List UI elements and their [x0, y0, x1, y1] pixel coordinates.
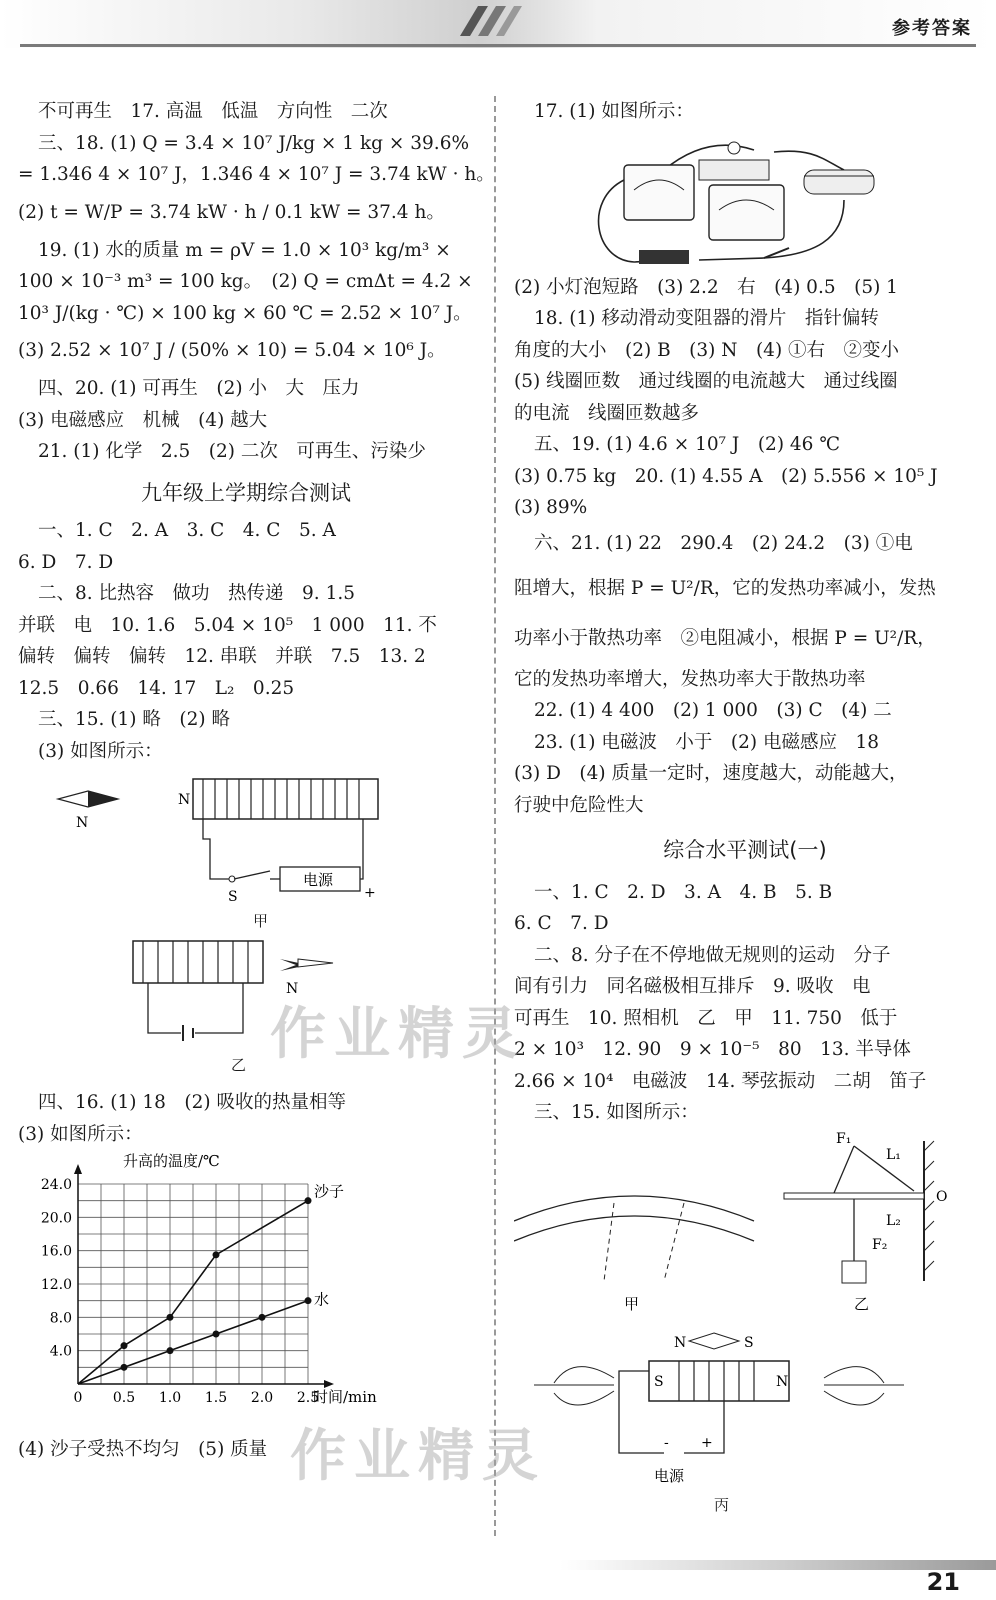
lever-rod	[784, 1193, 924, 1199]
compass-n-label: N	[286, 981, 299, 997]
answer-line: 三、18. (1) Q = 3.4 × 10⁷ J/kg × 1 kg × 39.6%	[38, 132, 470, 154]
minus-terminal-label: -	[664, 1434, 669, 1451]
answer-line: 一、1. C 2. D 3. A 4. B 5. B	[534, 881, 833, 903]
answer-line: 行驶中危险性大	[514, 794, 644, 816]
answer-line: 六、21. (1) 22 290.4 (2) 24.2 (3) ①电	[534, 532, 913, 554]
y-tick-label: 4.0	[49, 1343, 72, 1360]
answer-line: 它的发热功率增大，发热功率大于散热功率	[514, 668, 866, 690]
answer-line: (2) 小灯泡短路 (3) 2.2 右 (4) 0.5 (5) 1	[514, 276, 898, 298]
answer-line: (3) 电磁感应 机械 (4) 越大	[18, 409, 268, 431]
answer-line: = 1.346 4 × 10⁷ J，1.346 4 × 10⁷ J = 3.74 kW · h。	[18, 164, 495, 185]
compass-n-label: N	[76, 815, 89, 831]
l1-label: L₁	[886, 1146, 901, 1163]
figure-caption: 乙	[854, 1294, 870, 1313]
voltmeter	[709, 185, 784, 240]
column-divider	[494, 96, 496, 1536]
answer-line: 100 × 10⁻³ m³ = 100 kg。 (2) Q = cmΔt = 4.2 ×	[18, 271, 473, 292]
plus-terminal-label: +	[364, 885, 376, 901]
header-title: 参考答案	[892, 18, 972, 39]
field-lines	[534, 1366, 904, 1404]
answer-line: 可再生 10. 照相机 乙 甲 11. 750 低于	[514, 1007, 898, 1029]
y-tick-label: 24.0	[40, 1177, 72, 1193]
needle-s-label: S	[744, 1334, 754, 1351]
coil-core	[649, 1361, 789, 1401]
answer-line: 三、15. 如图所示：	[534, 1102, 699, 1123]
answer-line: 一、1. C 2. A 3. C 4. C 5. A	[38, 520, 336, 541]
answer-line: (5) 线圈匝数 通过线圈的电流越大 通过线圈	[514, 371, 898, 392]
y-axis-arrow	[74, 1164, 82, 1174]
f2-label: F₂	[872, 1236, 888, 1253]
battery-pack	[639, 250, 689, 264]
answer-line: 角度的大小 (2) B (3) N (4) ①右 ②变小	[514, 339, 900, 361]
power-supply-label: 电源	[654, 1466, 685, 1485]
compass-needle	[689, 1333, 739, 1349]
y-tick-label: 20.0	[40, 1210, 72, 1227]
l2-label: L₂	[886, 1212, 901, 1229]
data-point	[305, 1297, 312, 1304]
data-point	[167, 1314, 174, 1321]
x-tick-label: 1.5	[204, 1390, 228, 1406]
data-point	[121, 1364, 128, 1371]
section-title: 九年级上学期综合测试	[141, 480, 351, 505]
lens-upper-surface	[514, 1196, 754, 1221]
needle-n-label: N	[674, 1334, 687, 1351]
answer-line: 偏转 偏转 偏转 12. 串联 并联 7.5 13. 2	[18, 646, 426, 667]
force-f1-arrow	[834, 1146, 854, 1193]
page-number: 21	[926, 1568, 960, 1596]
answer-line: 21. (1) 化学 2.5 (2) 二次 可再生、污染少	[38, 441, 426, 462]
solenoid-figure-jia	[18, 769, 398, 909]
figure-caption: 乙	[231, 1056, 247, 1074]
y-tick-label: 16.0	[40, 1243, 72, 1260]
coil-core	[193, 779, 378, 819]
lens-lower-surface	[514, 1216, 754, 1241]
answer-line: 23. (1) 电磁波 小于 (2) 电磁感应 18	[534, 731, 880, 753]
answer-line: 的电流 线圈匝数越多	[514, 402, 700, 424]
answer-line: 阻增大，根据 P = U²/R，它的发热功率减小，发热	[514, 577, 936, 599]
circuit-wire	[203, 819, 230, 879]
coil-windings	[143, 941, 248, 983]
x-tick-label: 2.5	[296, 1390, 320, 1406]
x-tick-label: 0	[73, 1390, 83, 1406]
answer-line: 19. (1) 水的质量 m = ρV = 1.0 × 10³ kg/m³ ×	[38, 239, 451, 261]
plus-terminal-label: +	[701, 1434, 713, 1451]
answer-line: 18. (1) 移动滑动变阻器的滑片 指针偏转	[534, 308, 879, 329]
series-label: 沙子	[314, 1182, 345, 1201]
normal-line	[604, 1203, 614, 1281]
answer-line: (3) 89%	[514, 497, 588, 518]
chart-grid	[78, 1184, 308, 1384]
chart-ticks	[41, 1177, 319, 1406]
answer-line: (3) 2.52 × 10⁷ J / (50% × 10) = 5.04 × 10⁶ J。	[18, 340, 446, 361]
watermark: 作业精灵	[270, 1002, 526, 1067]
answer-line: 6. C 7. D	[514, 913, 609, 934]
y-tick-label: 12.0	[40, 1277, 72, 1293]
coil-windings	[679, 1361, 754, 1401]
power-supply-label: 电源	[303, 871, 334, 889]
data-point	[305, 1197, 312, 1204]
section-title: 综合水平测试(一)	[663, 838, 827, 862]
optics-lever-figures	[514, 1131, 974, 1321]
answer-line: 并联 电 10. 1.6 5.04 × 10⁵ 1 000 11. 不	[18, 614, 437, 636]
series-label: 水	[314, 1290, 330, 1309]
data-point	[259, 1314, 266, 1321]
y-tick-label: 8.0	[49, 1310, 72, 1327]
header-stripes	[450, 6, 530, 36]
answer-line: 三、15. (1) 略 (2) 略	[38, 709, 230, 730]
f1-label: F₁	[836, 1130, 852, 1147]
temperature-chart	[18, 1152, 458, 1432]
pivot-o-label: O	[936, 1188, 948, 1205]
answer-line: 10³ J/(kg · ℃) × 100 kg × 60 ℃ = 2.52 × 10⁷ J。	[18, 302, 472, 324]
answer-line: (3) 0.75 kg 20. (1) 4.55 A (2) 5.556 × 10⁵ J	[514, 465, 938, 487]
electromagnet-figure-bing	[514, 1323, 974, 1493]
answer-line: 功率小于散热功率 ②电阻减小，根据 P = U²/R，	[514, 627, 936, 649]
chart-xlabel: 时间/min	[313, 1388, 377, 1406]
coil-n-label: N	[776, 1373, 789, 1390]
answer-line: (2) t = W/P = 3.74 kW · h / 0.1 kW = 37.4 h。	[18, 201, 445, 223]
data-point	[213, 1251, 220, 1258]
answer-line: (3) D (4) 质量一定时，速度越大，动能越大，	[514, 763, 908, 784]
answer-line: 22. (1) 4 400 (2) 1 000 (3) C (4) 二	[534, 700, 892, 721]
coil-windings	[203, 779, 359, 819]
x-axis-arrow	[324, 1380, 334, 1388]
wall-hatching	[924, 1141, 934, 1271]
answer-line: 17. (1) 如图所示：	[534, 101, 694, 122]
answer-line: 二、8. 分子在不停地做无规则的运动 分子	[534, 944, 891, 966]
hanging-weight	[842, 1261, 866, 1283]
answer-line: (3) 如图所示：	[38, 740, 163, 762]
normal-line	[664, 1203, 684, 1281]
coil-core	[133, 941, 263, 983]
answer-line: 2 × 10³ 12. 90 9 × 10⁻⁵ 80 13. 半导体	[514, 1039, 911, 1060]
answer-line: 不可再生 17. 高温 低温 方向性 二次	[38, 101, 388, 122]
switch-lever	[234, 871, 270, 879]
data-point	[121, 1342, 128, 1349]
figure-caption: 丙	[714, 1495, 730, 1514]
data-point	[213, 1331, 220, 1338]
answer-line: (3) 如图所示：	[18, 1123, 143, 1145]
chart-series	[78, 1183, 344, 1384]
right-column	[514, 96, 976, 1515]
watermark: 作业精灵	[290, 1424, 546, 1489]
x-tick-label: 2.0	[250, 1390, 274, 1406]
compass-needle-dark	[88, 791, 118, 807]
answer-line: 12.5 0.66 14. 17 L₂ 0.25	[18, 677, 295, 699]
ammeter	[624, 165, 694, 220]
x-tick-label: 1.0	[158, 1390, 182, 1406]
data-point	[167, 1347, 174, 1354]
figure-caption: 甲	[624, 1294, 640, 1313]
coil-s-label: S	[654, 1373, 664, 1390]
coil-n-label: N	[178, 792, 191, 808]
circuit-photo-figure	[514, 130, 954, 270]
answer-line: 6. D 7. D	[18, 551, 114, 573]
answer-line: 四、20. (1) 可再生 (2) 小 大 压力	[38, 378, 360, 399]
answer-line: 间有引力 同名磁极相互排斥 9. 吸收 电	[514, 976, 871, 997]
rheostat	[804, 170, 874, 194]
compass-needle-light	[298, 959, 333, 967]
answer-line: 2.66 × 10⁴ 电磁波 14. 琴弦振动 二胡 笛子	[514, 1070, 927, 1092]
answer-line: 四、16. (1) 18 (2) 吸收的热量相等	[38, 1092, 347, 1113]
answer-line: 五、19. (1) 4.6 × 10⁷ J (2) 46 ℃	[534, 434, 841, 455]
circuit-wire	[148, 983, 243, 1033]
x-tick-label: 0.5	[112, 1390, 136, 1406]
figure-caption: 甲	[253, 912, 269, 930]
answer-line: 二、8. 比热容 做功 热传递 9. 1.5	[38, 583, 355, 604]
answer-line: (4) 沙子受热不均匀 (5) 质量	[18, 1439, 268, 1460]
switch-s-label: S	[228, 889, 238, 905]
rope	[854, 1146, 914, 1191]
bulb-holder	[699, 160, 769, 180]
bulb	[728, 142, 740, 154]
chart-ylabel: 升高的温度/℃	[123, 1152, 220, 1170]
header-rule	[20, 44, 976, 47]
